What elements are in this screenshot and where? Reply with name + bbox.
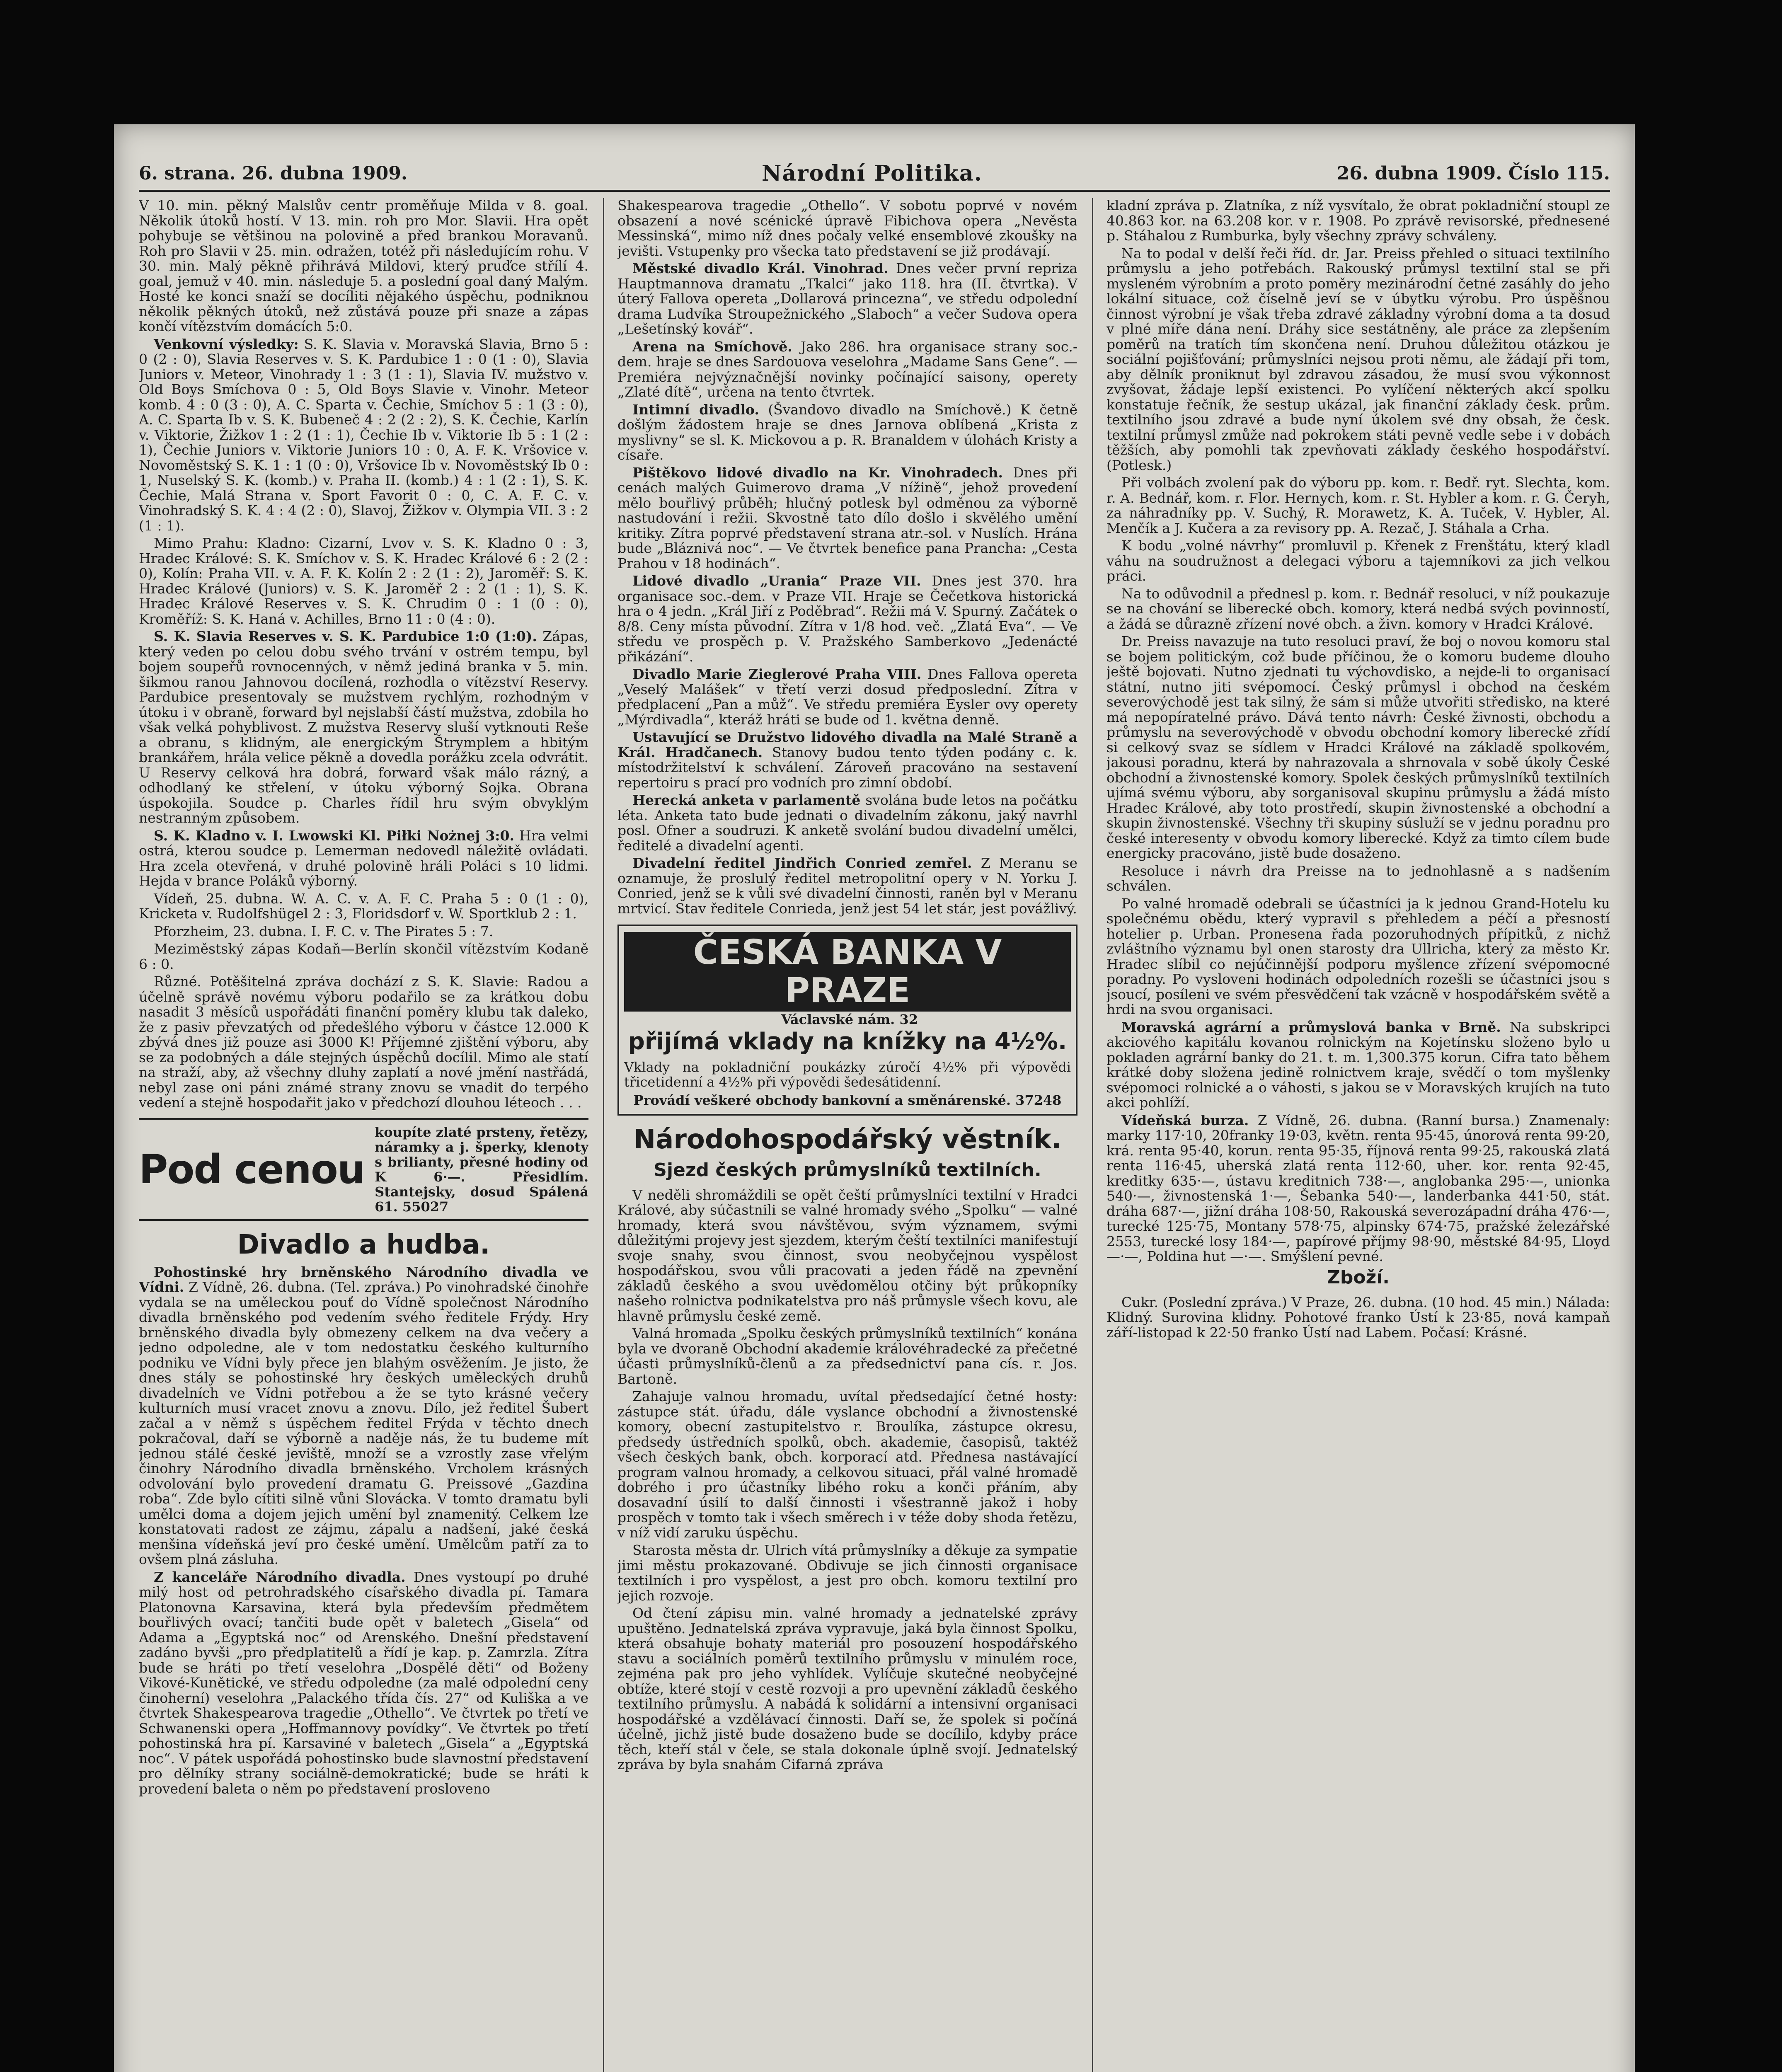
theatre-national-office	[139, 1570, 588, 1797]
ziegler-heading: Divadlo Marie Zieglerové Praha VIII.	[632, 666, 922, 682]
bank-address: Václavské nám. 32	[781, 1012, 918, 1027]
arena-heading: Arena na Smíchově.	[632, 338, 792, 355]
column-rule	[1092, 198, 1093, 2072]
column-rule	[603, 198, 604, 2072]
theatre-office-heading: Z kanceláře Národního divadla.	[154, 1569, 406, 1585]
theatre-cooperative	[617, 730, 1077, 790]
newspaper-page	[114, 124, 1635, 2072]
econ-continued: kladní zpráva p. Zlatníka, z níž vysvítalo, že obrat pokladniční stoupl ze 40.863 kor. na 63.208 kor. v r. 1908. Po zprávě revisorské, přednesené p. Stáhalou z Rumburka, byly všechny zprávy schváleny.	[1106, 198, 1610, 244]
theatre-section-title: Divadlo a hudba.	[237, 1229, 490, 1260]
theatre-brno-vienna	[139, 1265, 588, 1567]
agrarian-bank-heading: Moravská agrární a průmyslová banka v Brně.	[1121, 1019, 1501, 1035]
column-1	[139, 198, 588, 2072]
theatre-brno-heading: Pohostinské hry brněnského Národního divadla ve Vídni.	[139, 1264, 588, 1295]
cooperative-text: Stanovy budou tento týden podány c. k. místodržitelství k schválení. Zároveň pracováno na sestavení repertoiru s prací pro vodních pro zimní období.	[617, 744, 1077, 791]
vienna-exchange-text: Z Vídně, 26. dubna. (Ranní bursa.) Znamenaly: marky 117·10, 20franky 19·03, květn. renta 95·45, únorová renta 99·20, krá. renta 95·40, korun. renta 95·35, říjnová renta 99·25, rakouská zlatá renta 116·45, uherská zlatá renta 112·60, uher. kor. renta 92·45, kreditky 635·—, ústavu kreditnich 738·—, anglobanka 295·—, unionka 540·—, živnostenská 1·—, Šebanka 540·—, landerbanka 441·50, stát. dráha 687·—, jižní dráha 108·50, Rakouská severozápadní dráha 476·—, turecké 125·75, Montany 578·75, alpinsky 674·75, pražské železářské 2553, turecké losy 184·—, papírové příjmy 98·90, městské 84·95, Lloyd —·—, Poldina hut —·—. Smýšlení pevné.	[1106, 1112, 1610, 1264]
econ-paragraph: Na to odůvodnil a přednesl p. kom. r. Bednář resoluci, v níž poukazuje se na chování se liberecké obch. komory, která nedbá svých povinností, a žádá se důrazně zřízení nové obch. a živn. komory v Hradci Králové.	[1106, 585, 1610, 632]
intimni-heading: Intimní divadlo.	[632, 401, 759, 418]
econ-paragraph: Zahajuje valnou hromadu, uvítal předsedající četné hosty: zástupce stát. úřadu, dále vyslance obchodní a živnostenské komory, obecní zastupitelstvo r. Broulíka, zástupce okresu, předsedy ústředních spolků, obch. akademie, časopisů, taktéž všech českých bank, obch. korporací atd. Přednesa nastávající program valnou hromady, a celkovou situaci, přál valné hromadě dobrého i pro účastníky libého roku a konči přáním, aby dosavadní úsilí to další činnosti i všestranně jakož i hoby prospěch v tomto tak i všech směrech i v téže doby shoda řetězu, v níž vidí zaruku úspěchu.	[617, 1388, 1077, 1541]
theatre-conried	[617, 856, 1077, 916]
goods-title: Zboží.	[1327, 1266, 1390, 1288]
ad-headline: Pod cenou	[139, 1146, 365, 1193]
masthead	[139, 157, 1610, 192]
intimni-text: (Švandovo divadlo na Smíchově.) K četně došlým žádostem hraje se dnes Jarnova oblíbená „Krista z myslivny“ se sl. K. Mickovou a p. R. Branaldem v úlohách Kristy a císaře.	[617, 401, 1077, 463]
agrarian-bank	[1106, 1020, 1610, 1111]
pistekovo-heading: Pištěkovo lidové divadlo na Kr. Vinohradech.	[632, 464, 1003, 481]
econ-paragraph: Při volbách zvolení pak do výboru pp. kom. r. Bedř. ryt. Slechta, kom. r. A. Bednář, kom. r. Flor. Hernych, kom. r. St. Hybler a kom. r. G. Čeryh, za náhradníky pp. V. Suchý, R. Morawetz, K. A. Tuček, V. Hybler, Al. Menčík a J. Kučera a za revisory pp. A. Rezač, J. Stáhala a Crha.	[1106, 474, 1610, 536]
sport-pardubice-heading: S. K. Slavia Reserves v. S. K. Pardubice 1:0 (1:0).	[154, 628, 537, 644]
theatre-intimni	[617, 402, 1077, 463]
pistekovo-text: Dnes při cenách malých Guimerovo drama „V nížině“, jehož provedení mělo bouřlivý průběh; hlučný potlesk byl odměnou za výborně nastudování i režii. Skvostně tato dílo došlo i skvělého umění kritiky. Zítra poprvé představení strana atr.-sol. v Nuslích. Hrána bude „Bláznivá noc“. — Ve čtvrtek benefice pana Prancha: „Cesta Prahou v 18 hodinách“.	[617, 464, 1077, 571]
sport-vienna: Vídeň, 25. dubna. W. A. C. v. A. F. C. Praha 5 : 0 (1 : 0), Kricketa v. Rudolfshügel 2 : 3, Floridsdorf v. W. Sportklub 2 : 1.	[139, 890, 588, 922]
column-3	[1106, 198, 1610, 2072]
sport-lwowski-heading: S. K. Kladno v. I. Lwowski Kl. Piłki Nożnej 3:0.	[154, 827, 514, 844]
sport-results-heading: Venkovní výsledky:	[154, 336, 299, 352]
econ-paragraph: Starosta města dr. Ulrich vítá průmyslníky a děkuje za sympatie jimi městu prokazované. Obdivuje se jich činnosti organisace textilních i pro vyspělost, a jest pro obch. komoru textilní pro jejich rozvoje.	[617, 1542, 1077, 1604]
sport-intro: V 10. min. pěkný Malslův centr proměňuje Milda v 8. goal. Několik útoků hostí. V 13. min. roh pro Mor. Slavii. Hra opět pohybuje se většinou na polovině a před brankou Moravanů. Roh pro Slavii v 25. min. odražen, totéž při následujícím rohu. V 30. min. Malý pěkně přihrává Mildovi, který pruďce střílí 4. goal, jemuž v 40. min. následuje 5. a poslední goal daný Malým. Hosté ke konci snaží se docíliti nějakého úspěchu, podniknou několik pěkných útoků, než zůstává pouze při snaze a zápas končí vítězstvím domácích 5:0.	[139, 198, 588, 334]
sport-misc: Různé. Potěšitelná zpráva dochází z S. K. Slavie: Radou a účelně správě novému výboru podařilo se za krátkou dobu nasadit 3 měsíců uspořádáti finanční poměry klubu tak daleko, že z pasiv převzatých od předešlého výboru v částce 12.000 K zbývá dnes již pouze asi 3000 K! Příjemné zjištění výboru, aby se za podobných a dále stejných úspěchů docílil. Mimo ale statí na straží, aby, až všechny dluhy zaplatí a nové jmění nastřádá, nebyl zase oni páni známé strany znovu se vnadit do terpého vedení a stejně hospodařit jako v předchozí dlouhou léteoch . . .	[139, 973, 588, 1111]
theatre-brno-text: Z Vídně, 26. dubna. (Tel. zpráva.) Po vinohradské činohře vydala se na uměleckou pouť do Vídně společnost Národního divadla brněnského pod vedením svého ředitele Frýdy. Hry brněnského divadla byly obmezeny celkem na dva večery a jedno odpoledne, ale v tom nedostatku českého kulturního podniku ve Vídni byly přece jen blahým osvěžením. Je jisto, že dnes stály se pohostinské hry českých uměleckých druhů divadelních ve Vídni potřebou a že se tyto krásné večery kulturních musí vracet znovu a znovu. Dílo, jež ředitel Šubert začal a v němž s úspěchem ředitel Frýda v těchto dnech pokračoval, daří se výborně a naděje nás, že tu budeme mít jednou stálé české jeviště, množí se a vzrostly zase vřelým činohry Národního divadla brněnského. Vrcholem krásných odvolování bylo provedení dramatu G. Preissové „Gazdina roba“. Zde bylo cítiti silně vůni Slovácka. V tomto dramatu byli umělci doma a dojem jejich umění byl znamenitý. Celkem lze konstatovati radost ze zájmu, zápalu a nadšení, jaké česká menšina vídeňská jeví pro české umění. Umělcům patří za to ovšem plná zásluha.	[139, 1279, 588, 1567]
theatre-pistekovo	[617, 465, 1077, 571]
ziegler-text: Dnes Fallova opereta „Veselý Malášek“ v třetí verzi dosud předposlední. Zítra v předplacení „Pan a můž“. Ve středu premiéra Eysler ovy operety „Mýrdivadla“, kteráž hráti se bude od 1. května denně.	[617, 666, 1077, 728]
urania-heading: Lidové divadlo „Urania“ Praze VII.	[632, 573, 921, 589]
agrarian-bank-text: Na subskripci akciového kapitálu kovanou rolnickým na Kojetínsku složeno bylo u pokladen agrární banky do 21. t. m. 1,300.375 korun. Cifra tato během krátké doby složena jedině rolnictvem kraje, svědčí o tom myšlenky svépomoci rolnické a o váhosti, s jakou se v Moravských krujích na tuto akci pohlíží.	[1106, 1019, 1610, 1111]
issue-date-number: 26. dubna 1909. Číslo 115.	[1336, 162, 1610, 184]
column-2	[617, 198, 1077, 2072]
sport-pardubice	[139, 629, 588, 826]
vienna-exchange-heading: Vídeňská burza.	[1121, 1112, 1249, 1128]
theatre-vinohrady	[617, 261, 1077, 337]
economic-subtitle: Sjezd českých průmyslníků textilních.	[654, 1159, 1041, 1181]
sport-pforzheim: Pforzheim, 23. dubna. I. F. C. v. The Pirates 5 : 7.	[154, 923, 494, 939]
econ-paragraph: K bodu „volné návrhy“ promluvil p. Křenek z Frenštátu, který kladl váhu na soudružnost a delegaci výboru a tajemníkovi za jich velkou práci.	[1106, 537, 1610, 584]
bank-advertisement	[617, 925, 1077, 1116]
bank-name: ČESKÁ BANKA V PRAZE	[624, 932, 1071, 1012]
vienna-exchange	[1106, 1113, 1610, 1264]
page-number-date: 6. strana. 26. dubna 1909.	[139, 162, 408, 184]
theatre-office-text: Dnes vystoupí po druhé milý host od petrohradského císařského divadla pí. Tamara Platonovna Karsavina, která byla především předmětem bouřlivých ovací; tančiti bude opět v baletech „Gisela“ od Adama a „Egyptská noc“ od Arenského. Dnešní představení zadáno byvši „pro předplatitelů a řídí je kap. p. Zamrzla. Zítra bude se hráti po třetí veselohra „Dospělé děti“ od Boženy Vikové-Kunětické, ve středu odpoledne (za malé odpolední ceny činoherní) veselohra „Palackého třída čís. 27“ od Kuliška a ve čtvrtek Shakespearova tragedie „Othello“. Ve čtvrtek po třetí ve Schwanenski opera „Hoffmannovy povídky“. Ve čtvrtek po třetí pohostinská hra pí. Karsaviné v baletech „Gisela“ a „Egyptská noc“. V pátek uspořádá pohostinsko bude slavnostní představení pro dělníky strany sociálně-demokratické; bude se hráti k provedení baleta o něm po představení prosloveno	[139, 1569, 588, 1797]
econ-paragraph: Na to podal v delší řeči říd. dr. Jar. Preiss přehled o situaci textilního průmyslu a jeho potřebách. Rakouský průmysl textilní stal se při mysleném výrobním a proto poměry mezinárodní četné zasáhly do jeho lokální situace, což číselně jeví se v úbytku výrobu. Pro úspěšnou činnost výrobní je však třeba zdravé základny výrobní doma a ta dosud v plné míře dána není. Dráhy sice sestátněny, ale práce za zlepšením poměrů na tratích tím skončena není. Druhou důležitou otázkou je sociální pojišťování; průmyslníci nejsou proti němu, ale žádají při tom, aby dělník proniknut byl zdravou zásadou, že musí svou výkonnost zvyšovat, žádaje lepší existenci. Po vylíčení některých akcí spolku konstatuje řečník, že sestup ukázal, jak finanční základy česk. prům. textilního jsou zdravé a bude nyní úkolem své dny obsah, že česk. textilní průmysl zmůže nad pokrokem státi pevně vedle sebe i v dobách těžších, aby pomohli tak zpevňovati základy českého hospodářství. (Potlesk.)	[1106, 245, 1610, 473]
sport-intercity: Meziměstský zápas Kodaň—Berlín skončil vítězstvím Kodaně 6 : 0.	[139, 941, 588, 972]
bank-deposit-rate: přijímá vklady na knížky na 4½%.	[628, 1028, 1067, 1055]
econ-paragraph: Po valné hromadě odebrali se účastníci ja k jednou Grand-Hotelu ku společnému obědu, který vypravil s přehledem a péčí a přesností hotelier p. Urban. Pronesena řada pozoruhodných přípitků, z nichž zvláštního významu byl onen starosty dra Ullricha, který za město Kr. Hradec slíbil co nejúčinnější podporu myšlence zřízení svépomocné poradny. Po vysloveni hodinách odpoledních rozešli se účastníci jsou s jsoucí, posíleni ve svém přesvědčení tak vzácně v hospodářském světě a hrdi na svou organisaci.	[1106, 895, 1610, 1017]
bank-terms: Vklady na pokladniční poukázky zúročí 4½% při výpovědi třicetidenní a 4½% při výpovědi šedesátidenní.	[624, 1059, 1071, 1090]
urania-text: Dnes jest 370. hra organisace soc.-dem. v Praze VII. Hraje se Čečetkova historická hra o 4 jedn. „Král Jiří z Poděbrad“. Režii má V. Spurný. Začátek o 8/8. Ceny místa původní. Zítra v 1/8 hod. več. „Zlatá Eva“. — Ve středu ve prospěch p. V. Pražského Samberkovo „Jedenácté přikázání“.	[617, 573, 1077, 665]
survey-text: svolána bude letos na počátku léta. Anketa tato bude jednati o divadelním zákonu, jaký navrhl posl. Ofner a soudruzi. K anketě svolání budou divadelní umělci, ředitelé a divadelní agenti.	[617, 792, 1077, 854]
economic-section-title: Národohospodářský věstník.	[633, 1124, 1062, 1155]
sport-results	[139, 337, 588, 534]
conried-heading: Divadelní ředitel Jindřich Conried zemřel.	[632, 855, 972, 871]
sport-outside-prague: Mimo Prahu: Kladno: Cizarní, Lvov v. S. K. Kladno 0 : 3, Hradec Králové: S. K. Smíchov v. S. K. Hradec Králové 6 : 2 (2 : 0), Kolín: Praha VII. v. A. F. K. Kolín 2 : 2 (1 : 2), Jaroměř: S. K. Hradec Králové (Juniors) v. S. K. Jaroměř 2 : 2 (1 : 1), S. K. Hradec Králové Reserves v. S. K. Chrudim 0 : 1 (0 : 0), Kroměříž: S. K. Haná v. Achilles, Brno 11 : 0 (4 : 0).	[139, 535, 588, 627]
cooperative-heading: Ustavující se Družstvo lidového divadla na Malé Straně a Král. Hradčanech.	[617, 729, 1077, 760]
sport-pardubice-text: Zápas, který veden po celou dobu svého trvání v ostrém tempu, byl bojem soupeřů rovnocenných, v němž jediná branka v 5. min. šikmou ranou Jahnovou docílená, rozhodla o vítězství Reservy. Pardubice presentovaly se mužstvem rychlým, rozhodným v útoku i v obraně, forward byl nejslabší částí mužstva, zdobila ho však velká pohyblivost. Z mužstva Reservy sluší vytknouti Reše a obranu, s klidným, ale energickým Štrymplem a hbitým brankářem, hrála velice pěkně a dovedla porážku zcela odvrátit. U Reservy celková hra dobrá, forward však málo rázný, a odhodlaný ke střelení, v útoku výborný Sojka. Obrana úspokojila. Soudce p. Charles řídil hru svým obvyklým nestranným způsobem.	[139, 628, 588, 826]
jewelry-advertisement	[139, 1118, 588, 1221]
bank-footer: Provádí veškeré obchody bankovní a směnárenské. 37248	[633, 1092, 1062, 1108]
theatre-survey	[617, 793, 1077, 853]
econ-paragraph: Valná hromada „Spolku českých průmyslníků textilních“ konána byla ve dvoraně Obchodní akademie královéhradecké za přečetné účasti průmyslníků-členů a za předsednictví pana cís. r. Jos. Bartoně.	[617, 1325, 1077, 1387]
sport-lwowski	[139, 828, 588, 889]
conried-text: Z Meranu se oznamuje, že proslulý ředitel metropolitní opery v N. Yorku J. Conried, jenž se k vůli své divadelní činnosti, raněn byl v Meranu mrtvicí. Stav ředitele Conrieda, jenž jest 54 let stár, jest povážlivý.	[617, 855, 1077, 917]
sport-results-text: S. K. Slavia v. Moravská Slavia, Brno 5 : 0 (2 : 0), Slavia Reserves v. S. K. Pardubice 1 : 0 (1 : 0), Slavia Juniors v. Meteor, Vinohrady 1 : 3 (1 : 1), Slavia IV. mužstvo v. Old Boys Smíchova 0 : 5, Old Boys Slavie v. Vinohr. Meteor komb. 4 : 0 (3 : 0), A. C. Sparta v. Čechie, Smíchov 5 : 1 (3 : 0), A. C. Sparta Ib v. S. K. Bubeneč 4 : 2 (2 : 2), S. K. Čechie, Karlín v. Viktorie, Žižkov 1 : 2 (1 : 1), Čechie Ib v. Viktorie Ib 5 : 1 (2 : 1), Čechie Juniors v. Viktorie Juniors 10 : 0, A. F. K. Vršovice v. Novoměstský S. K. 1 : 1 (0 : 0), Vršovice Ib v. Novoměstský Ib 0 : 1, Nuselský S. K. (komb.) v. Praha II. (komb.) 4 : 1 (2 : 1), S. K. Čechie, Malá Strana v. Sport Favorit 0 : 0, C. A. F. C. v. Vinohradský S. K. 4 : 4 (2 : 0), Slavoj, Žižkov v. Olympia VII. 3 : 2 (1 : 1).	[139, 336, 588, 534]
econ-paragraph: V neděli shromáždili se opět čeští průmyslníci textilní v Hradci Králové, aby súčastnili se valné hromady svého „Spolku“ — valné hromady, která svou návštěvou, svým významem, svými důležitými projevy jest sjezdem, kterým čeští textilníci manifestují svoje snahy, svou činnost, svou neobyčejnou vyspělost hospodářskou, svou vůli pracovati a jeden řádě na zpevnění základů českého a svou uvědomělou otčiny být průkopníky našeho rolnictva podnikatelstva pro náš průmysle všech kovu, ale hlavně průmyslu české země.	[617, 1186, 1077, 1324]
newspaper-title: Národní Politika.	[761, 160, 983, 186]
econ-paragraph: Dr. Preiss navazuje na tuto resoluci praví, že boj o novou komoru stal se bojem politickým, což bude příčinou, že o komoru budeme dlouho ještě bojovati. Nutno zjednati tu výchovdisko, a nejde-li to organisací státní, nutno jiti svépomocí. Český průmysl i obchod na českém severovýchodě jest tak silný, že sám si může utvořiti středisko, na které má nepopíratelné právo. Dává tento návrh: České živnosti, obchodu a průmyslu na severovýchodě v obvodu obchodní komory liberecké zřídí si celkový svaz se sídlem v Hradci Králové na základě spolkovém, jakousi poradnu, která by nahrazovala a shrnovala v sobě úkoly České obchodní a živnostenské komory. Spolek českých průmyslníků textilních ujímá svému výboru, aby sorganisoval skupinu průmyslu a žádá místo Hradec Králové, aby toto prostředí, skupin živnostenské a obchodní a skupin živnostenské. Všechny tři skupiny súsluží se v jednu poradnu pro české interesenty v obvodu komory liberecké. Když za timto cílem bude energicky pracováno, jistě bude dosaženo.	[1106, 633, 1610, 861]
vinohrady-text: Dnes večer první repriza Hauptmannova dramatu „Tkalci“ jako 118. hra (II. čtvrtka). V úterý Fallova opereta „Dollarová princezna“, ve středu odpolední drama Ludvíka Stroupežnického „Slaboch“ a večer Sudova opera „Lešetínský kovář“.	[617, 260, 1077, 337]
vinohrady-heading: Městské divadlo Král. Vinohrad.	[632, 260, 889, 276]
econ-paragraph: Od čtení zápisu min. valné hromady a jednatelské zprávy upuštěno. Jednatelská zpráva vypravuje, jaká byla činnost Spolku, která obsahuje bohaty materiál pro posouzení hospodářského stavu a sociálních poměrů textilního průmyslu v minulém roce, zejména pak pro jeho vyhlídek. Vylíčuje skutečné neobyčejné obtíže, které stojí v cestě rozvoji a pro upevnění základů českého textilního průmyslu. A nabádá k solidární a intensivní organisaci hospodářské a vzdělávací činnosti. Daří se, že spolek si počíná účelně, jichž jistě bude dosaženo bude se docílilo, kdyby práce těch, kteří stál v čele, se stala dokonale úplně svojí. Jednatelský zpráva by byla snahám Cifarná zpráva	[617, 1605, 1077, 1772]
sport-lwowski-text: Hra velmi ostrá, kterou soudce p. Lemerman nedovedl náležitě ovládati. Hra zcela otevřená, v druhé polovině hráli Poláci s 10 lidmi. Hejda v brance Poláků výborný.	[139, 827, 588, 889]
theatre-ziegler	[617, 667, 1077, 727]
theatre-continued: Shakespearova tragedie „Othello“. V sobotu poprvé v novém obsazení a nové scénické úpravě Fibichova opera „Nevěsta Messinská“, mimo níž dnes počaly velké ensemblové zkoušky na jevišti. Vstupenky pro všecka tato představení se již prodávají.	[617, 198, 1077, 259]
theatre-urania	[617, 574, 1077, 664]
goods-sugar: Cukr. (Poslední zpráva.) V Praze, 26. dubna. (10 hod. 45 min.) Nálada: Klidný. Surovina klidny. Pohotové franko Ústí k 23·85, nová kampaň září-listopad k 22·50 franko Ústí nad Labem. Počasí: Krásné.	[1106, 1294, 1610, 1341]
econ-paragraph: Resoluce i návrh dra Preisse na to jednohlasně a s nadšením schválen.	[1106, 862, 1610, 894]
arena-text: Jako 286. hra organisace strany soc.-dem. hraje se dnes Sardouova veselohra „Madame Sans Gene“. — Premiéra nejvýznačnější novinky počínající saisony, operety „Zlaté dítě“, určena na tento čtvrtek.	[617, 338, 1077, 400]
theatre-arena	[617, 339, 1077, 400]
survey-heading: Herecká anketa v parlamentě	[632, 792, 861, 808]
ad-text: koupíte zlaté prsteny, řetězy, náramky a j. šperky, klenoty s brilianty, přesné hodiny od K 6·—. Přesidlím. Stantejsky, dosud Spálená 61. 55027	[375, 1124, 588, 1215]
